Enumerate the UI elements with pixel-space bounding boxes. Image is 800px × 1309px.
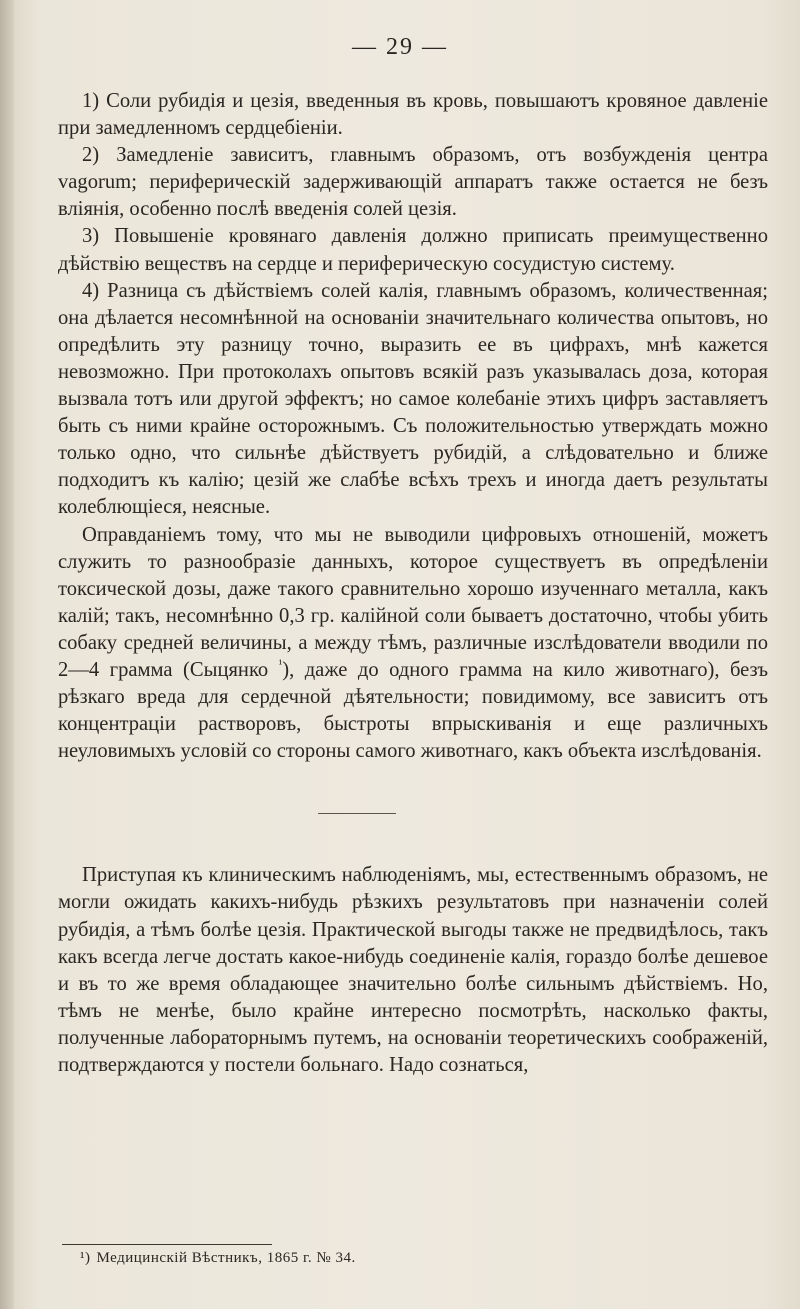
paragraph-conclusion-4: 4) Разница съ дѣйствіемъ солей калія, главнымъ образомъ, количественная; она дѣлается несомнѣнной на основаніи значительнаго количества опытовъ, но опредѣлить эту разницу точно, выразить ее въ цифрахъ, мнѣ кажется невозможно. При протоколахъ опытовъ всякій разъ указывалась доза, которая вызвала тотъ или другой эффектъ; но самое колебаніе этихъ цифръ заставляетъ быть съ ними крайне осторожнымъ. Съ положительностью утверждать можно только одно, что сильнѣе дѣйствуетъ рубидій, а слѣдовательно и ближе подходитъ къ калію; цезій же слабѣе всѣхъ трехъ и иногда даетъ результаты колеблющіеся, неясные. — [58, 279, 768, 519]
body-text — [58, 88, 768, 1079]
paragraph-justification-text-a: Оправданіемъ тому, что мы не выводили цифровыхъ отношеній, можетъ служить то разнообразіе данныхъ, которое существуетъ въ опредѣленіи токсической дозы, даже такого сравнительно хорошо изученнаго металла, какъ калій; такъ, несомнѣнно 0,3 гр. калійной соли бываетъ достаточно, чтобы убить собаку средней величины, а между тѣмъ, различные изслѣдователи вводили по 2—4 грамма (Сыцянко — [58, 523, 768, 681]
footnote — [80, 1250, 356, 1267]
paragraph-conclusion-1: 1) Соли рубидія и цезія, введенныя въ кровь, повышаютъ кровяное давленіе при замедленномъ сердцебіеніи. — [58, 90, 768, 140]
footnote-mark: ¹) — [80, 1250, 91, 1266]
paragraph-justification — [58, 522, 768, 766]
paragraph-conclusion-3: 3) Повышеніе кровянаго давленія должно приписать преимущественно дѣйствію веществъ на сердце и периферическую сосудистую систему. — [58, 225, 768, 275]
footnote-reference[interactable]: ¹ — [278, 657, 283, 672]
section-separator — [318, 813, 396, 814]
page-binding-shadow — [0, 0, 14, 1309]
footnote-text: Медицинскій Вѣстникъ, 1865 г. № 34. — [96, 1250, 356, 1266]
paragraph-justification-text-b: ), даже до одного грамма на кило животнаго), безъ рѣзкаго вреда для сердечной дѣятельности; повидимому, все зависитъ отъ концентраціи растворовъ, быстроты впрыскиванія и еще различныхъ неуловимыхъ условій со стороны самого животнаго, какъ объекта изслѣдованія. — [58, 658, 768, 763]
page-number: — 29 — — [352, 34, 448, 60]
paragraph-clinical: Приступая къ клиническимъ наблюденіямъ, мы, естественнымъ образомъ, не могли ожидать какихъ-нибудь рѣзкихъ результатовъ при назначеніи солей рубидія, а тѣмъ болѣе цезія. Практической выгоды также не предвидѣлось, такъ какъ всегда легче достать какое-нибудь соединеніе калія, гораздо болѣе дешевое и въ то же время обладающее значительно болѣе сильнымъ дѣйствіемъ. Но, тѣмъ не менѣе, было крайне интересно посмотрѣть, насколько факты, полученные лабораторнымъ путемъ, на основаніи теоретическихъ соображеній, подтверждаются у постели больнаго. Надо сознаться, — [58, 864, 768, 1076]
paragraph-conclusion-2: 2) Замедленіе зависитъ, главнымъ образомъ, отъ возбужденія центра vagorum; периферическій задерживающій аппаратъ также остается не безъ вліянія, особенно послѣ введенія солей цезія. — [58, 144, 768, 221]
footnote-rule — [62, 1244, 272, 1245]
